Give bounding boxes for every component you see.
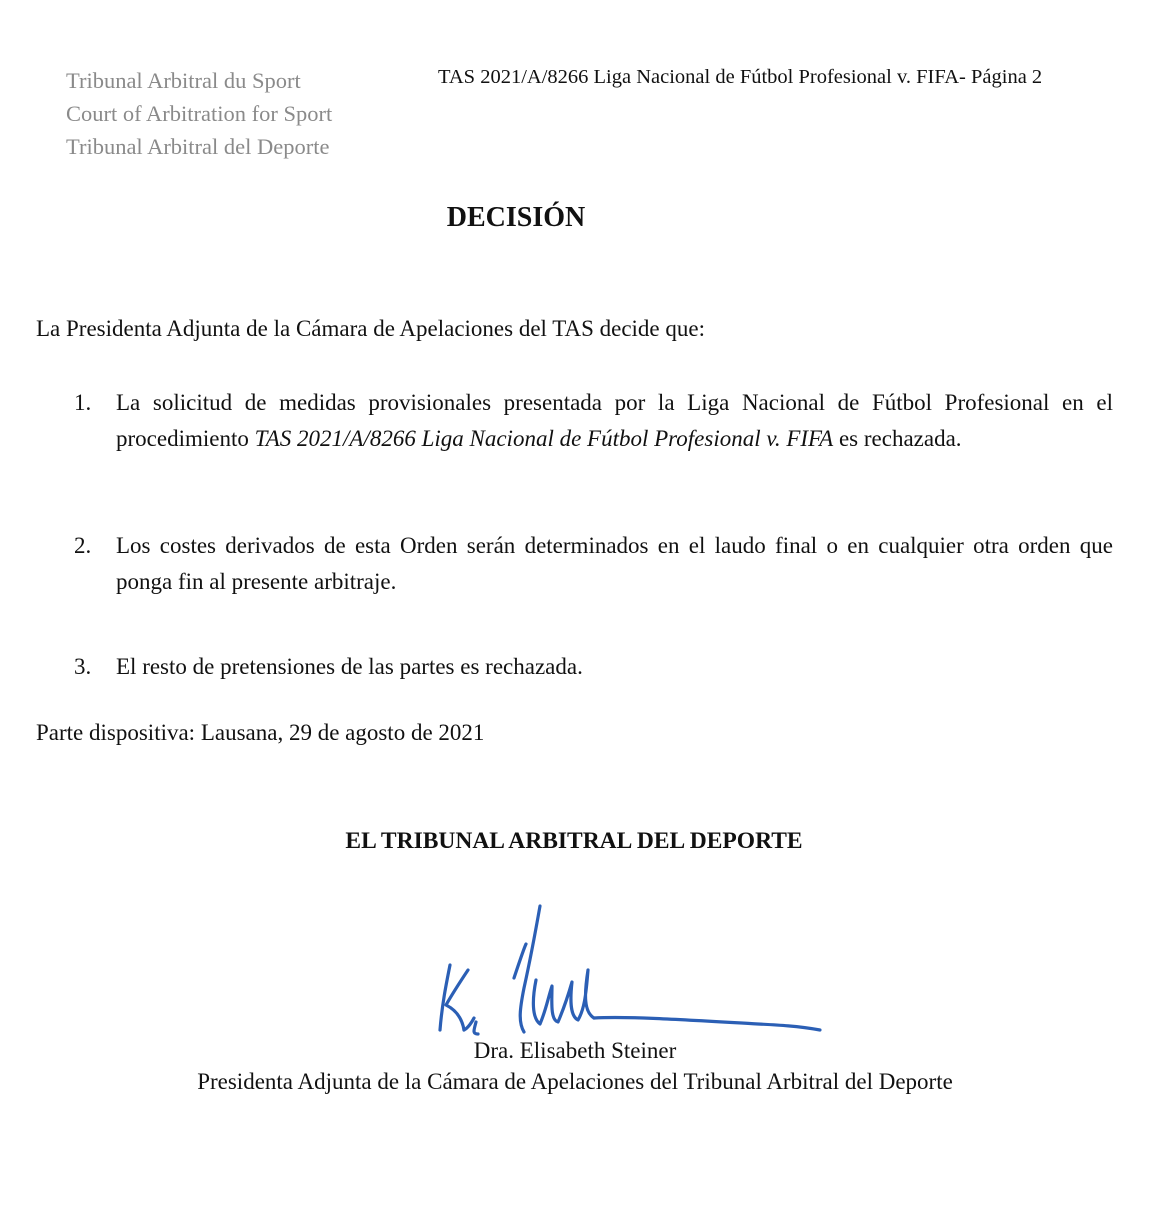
signature-stroke [464, 1018, 474, 1030]
court-name: EL TRIBUNAL ARBITRAL DEL DEPORTE [345, 828, 803, 854]
dispositive-date: Parte dispositiva: Lausana, 29 de agosto de 2021 [36, 720, 485, 745]
signature-stroke [474, 1022, 478, 1034]
item-text: El resto de pretensiones de las partes es rechazada. [116, 654, 583, 679]
signature-image [428, 900, 828, 1050]
letterhead [66, 64, 332, 163]
intro-paragraph: La Presidenta Adjunta de la Cámara de Apelaciones del TAS decide que: [36, 316, 705, 341]
letterhead-line-es: Tribunal Arbitral del Deporte [66, 134, 330, 159]
header-case-reference: TAS 2021/A/8266 Liga Nacional de Fútbol Profesional v. FIFA- Página 2 [438, 66, 1043, 88]
item-text-italic-case: TAS 2021/A/8266 Liga Nacional de Fútbol Profesional v. FIFA [254, 426, 834, 451]
item-text-before: La solicitud de medidas provisionales presentada por la Liga Nacional de Fútbol Profesional en el procedimiento [116, 390, 1113, 451]
item-number: 3. [74, 654, 92, 679]
signer-name: Dra. Elisabeth Steiner [473, 1038, 677, 1063]
signature-stroke [594, 1017, 820, 1030]
signature-stroke [514, 944, 526, 978]
signature-stroke [533, 970, 594, 1024]
letterhead-line-en: Court of Arbitration for Sport [66, 101, 333, 126]
signature-stroke [520, 906, 540, 1032]
signature-stroke [446, 970, 468, 1030]
decision-item-1 [74, 385, 1113, 457]
item-text-after: es rechazada. [833, 426, 962, 451]
signature-stroke [440, 965, 450, 1030]
signature-strokes [440, 906, 820, 1034]
item-text [116, 385, 1113, 457]
page-title: DECISIÓN [446, 202, 586, 233]
decision-item-2 [74, 528, 1113, 600]
item-number: 1. [74, 390, 92, 415]
signer-role: Presidenta Adjunta de la Cámara de Apelaciones del Tribunal Arbitral del Deporte [197, 1069, 953, 1094]
letterhead-line-fr: Tribunal Arbitral du Sport [66, 68, 301, 93]
item-text: Los costes derivados de esta Orden serán determinados en el laudo final o en cualquier otra orden que ponga fin al presente arbitraje. [116, 533, 1113, 594]
decision-item-3 [74, 649, 1113, 685]
item-number: 2. [74, 533, 92, 558]
